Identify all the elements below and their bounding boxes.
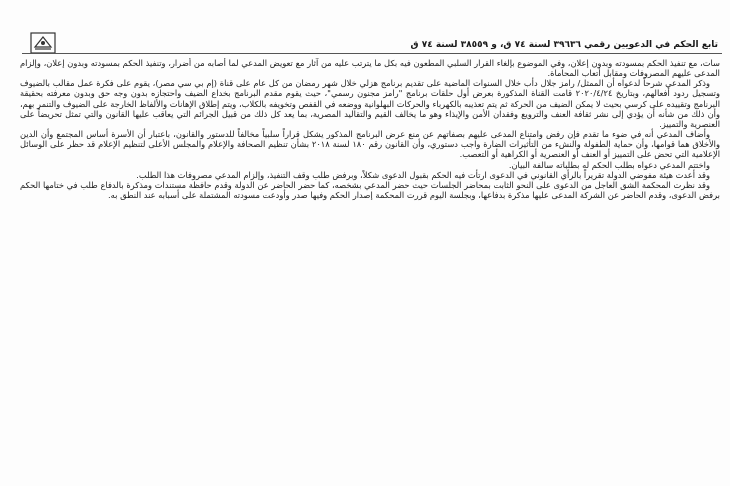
paragraph: وقد أعدت هيئة مفوضي الدولة تقريراً بالرأي القانوني في الدعوى ارتأت فيه الحكم بقبول الدعوى شكلاً، وبرفض طلب وقف التنفيذ، وإلزام المدعي مصروفات هذا الطلب. <box>136 169 710 180</box>
paragraph: سات، مع تنفيذ الحكم بمسودته وبدون إعلان، وفي الموضوع بإلغاء القرار السلبي المطعون فيه بكل ما يترتب عليه من آثار مع تعويض المدعي لما أصابه من أضرار، وتنفيذ الحكم بمسودته وبدون إعلان، وإلزام المدعى عليهم المصروفات ومقابل أتعاب المحاماة. <box>20 58 720 79</box>
document-body <box>20 58 720 480</box>
paragraph: وذكر المدعي شرحاً لدعواه أن الممثل/ رامز جلال دأب خلال السنوات الماضية على تقديم برنامج هزلي خلال شهر رمضان من كل عام على قناة (إم بي سي مصر)، يقوم على فكرة عمل مقالب بالضيوف وتسجيل ردود أفعالهم، وبتاريخ ٢٠٢٠/٤/٢٤ قامت القناة المذكورة بعرض أول حلقات برنامج "رامز مجنون رسمي"، حيث يقوم مقدم البرنامج بخداع الضيف واحتجازه بدون وجه حق وبدون معرفته بحقيقة البرنامج وتقييده على كرسي بحيث لا يمكن الضيف من الحركة ثم يتم تعذيبه بالكهرباء والحركات البهلوانية ووضعه في القفص وتخويفه بالكلاب، ويتم إطلاق الإهانات والألفاظ الخارجة على الضيوف والتنمر بهم، وأن ذلك من شأنه أن يؤدي إلى نشر ثقافة العنف والترويع وفقدان الأمن والإيذاء وهو ما يخالف القيم والتقاليد المصرية، بما يعد كل ذلك من قبيل الجرائم التي يعاقب عليها القانون والتي تمثل تحريضاً على العنصرية والتمييز. <box>20 78 720 129</box>
paragraph: وأضاف المدعي أنه في ضوء ما تقدم فإن رفض وامتناع المدعى عليهم بصفاتهم عن منع عرض البرنامج المذكور يشكل قراراً سلبياً مخالفاً للدستور والقانون، باعتبار أن الأسرة أساس المجتمع وأن الدين والأخلاق هما قوامها، وأن حماية الطفولة والنشء من التأثيرات الضارة واجب دستوري، وأن القانون رقم ١٨٠ لسنة ٢٠١٨ بشأن تنظيم الصحافة والإعلام والمجلس الأعلى لتنظيم الإعلام قد حظر على الوسائل الإعلامية التي تحض على التمييز أو العنف أو العنصرية أو الكراهية أو التعصب. <box>20 129 720 160</box>
paragraph: وقد نظرت المحكمة الشق العاجل من الدعوى على النحو الثابت بمحاضر الجلسات حيث حضر المدعي بشخصه، كما حضر الحاضر عن الدولة وقدم حافظة مستندات ومذكرة بالدفاع طلب في ختامها الحكم برفض الدعوى، وقدم الحاضر عن الشركة المدعى عليها مذكرة بدفاعها، وبجلسة اليوم قررت المحكمة إصدار الحكم وفيها صدر وأودعت مسودته المشتملة على أسبابه عند النطق به. <box>20 179 720 201</box>
header-divider <box>22 53 722 54</box>
court-emblem-icon <box>30 32 56 54</box>
header-case-reference: تابع الحكم في الدعويين رقمي ٣٩٦٣٦ لسنة ٧٤ ق، و ٣٨٥٥٩ لسنة ٧٤ ق <box>410 40 718 50</box>
page-header <box>0 0 730 58</box>
paragraph: واختتم المدعي دعواه بطلب الحكم له بطلباته سالفة البيان. <box>508 159 710 170</box>
